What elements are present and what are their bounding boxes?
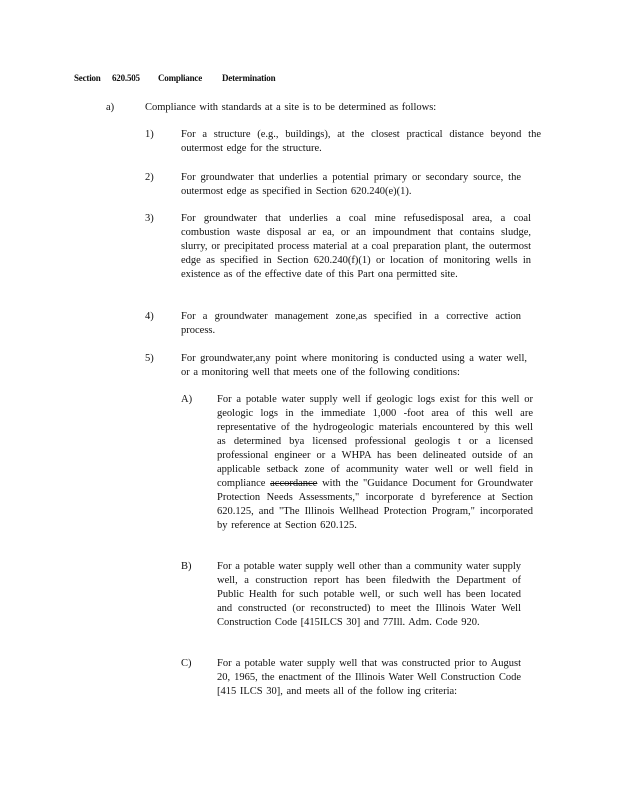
item-5-marker: 5) [145,353,154,364]
item-3-marker: 3) [145,213,154,224]
subsection-a-marker: a) [106,102,115,113]
subitem-a-text-after: with the "Guidance Document for Groundwater Protection Needs Assessments," incorporate d byreference at Section 620.125, and "The Illinois Wellhead Protection Program," incorporated by reference at Section 620.125. [217,478,534,531]
subitem-b-text: For a potable water supply well other than a community water supply well, a construction report has been filedwith the Department of Public Health for such potable well, or such well has been located and constructed (or reconstructed) to meet the Illinois Water Well Construction Code [415ILCS 30] and 77Ill. Adm. Code 920. [217,561,521,628]
section-number: 620.505 [112,73,140,83]
item-2-text: For groundwater that underlies a potential primary or secondary source, the outermost edge as specified in Section 620.240(e)(1). [181,172,521,197]
subitem-a-marker: A) [181,394,193,405]
subitem-c-marker: C) [181,658,192,669]
subitem-c-text: For a potable water supply well that was constructed prior to August 20, 1965, the enactment of the Illinois Water Well Construction Code [415 ILCS 30], and meets all of the follow ing criteria: [217,658,521,697]
subitem-a-text-before: For a potable water supply well if geologic logs exist for this well or geologic logs in the immediate 1,000 -foot area of this well are representative of the hydrogeologic materials encountered by this well as determined bya licensed professional geologis t or a licensed professional engineer or a WHPA has been delineated outside of an applicable setback zone of acommunity water well or well field in compliance [217,394,533,489]
section-title-word-1: Compliance [158,73,202,83]
item-5-text: For groundwater,any point where monitoring is conducted using a water well, or a monitoring well that meets one of the following conditions: [181,353,527,378]
item-4-text: For a groundwater management zone,as specified in a corrective action process. [181,311,521,336]
section-label: Section [74,73,101,83]
item-3-text: For groundwater that underlies a coal mine refusedisposal area, a coal combustion waste disposal ar ea, or an impoundment that contains sludge, slurry, or precipitated process material at a coal preparation plant, the outermost edge as specified in Section 620.240(f)(1) or location of monitoring wells in existence as of the effective date of this Part ona permitted site. [181,213,531,280]
item-4-marker: 4) [145,311,154,322]
subitem-b-marker: B) [181,561,192,572]
item-2-marker: 2) [145,172,154,183]
subsection-a-text: Compliance with standards at a site is to be determined as follows: [145,102,437,113]
subitem-a-text [217,393,533,533]
struck-text: accordance [270,478,318,489]
section-title-word-2: Determination [222,73,276,83]
item-1-marker: 1) [145,129,154,140]
item-1-text: For a structure (e.g., buildings), at the closest practical distance beyond the outermost edge for the structure. [181,129,541,154]
